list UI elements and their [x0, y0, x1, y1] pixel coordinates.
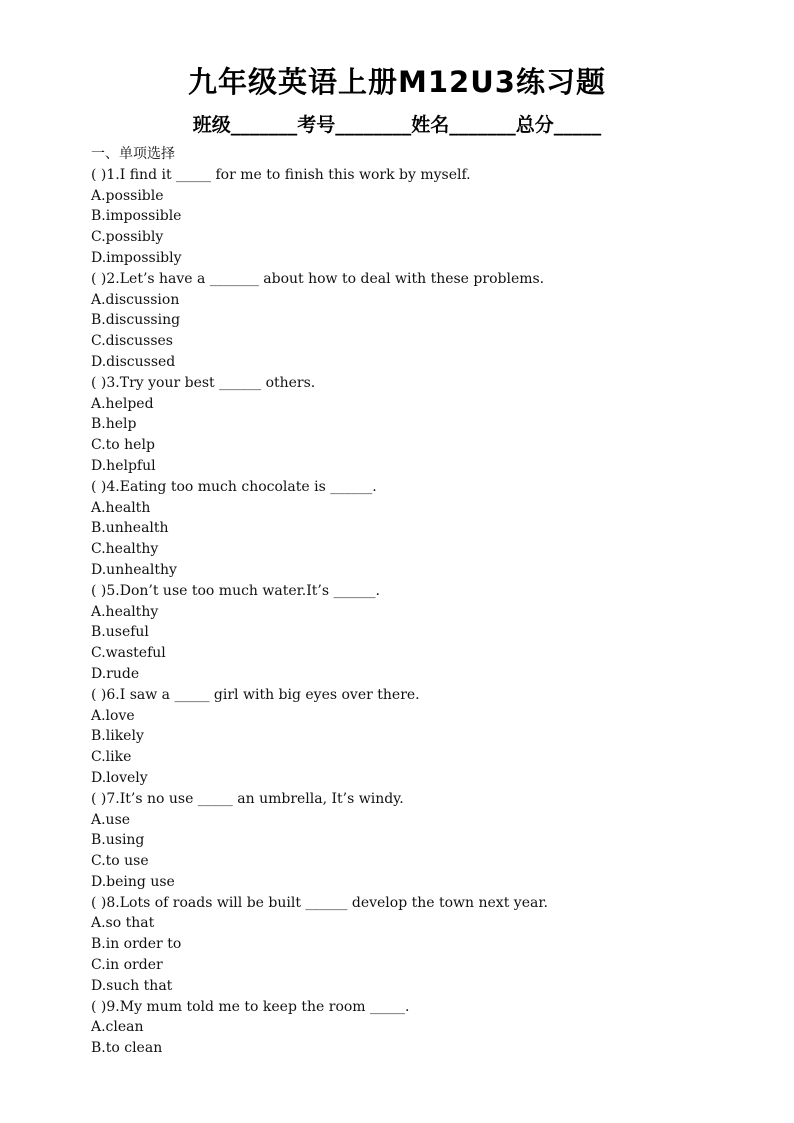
answer-option: A.love	[91, 707, 135, 724]
question-stem: ( )5.Don’t use too much water.It’s ______.	[91, 582, 380, 599]
answer-option: A.discussion	[91, 291, 180, 308]
answer-option: B.in order to	[91, 936, 182, 953]
answer-option: D.discussed	[91, 353, 176, 370]
question-stem: ( )8.Lots of roads will be built ______ develop the town next year.	[91, 894, 548, 911]
answer-option: C.to use	[91, 853, 149, 870]
answer-option: D.impossibly	[91, 249, 182, 266]
page-title: 九年级英语上册M12U3练习题	[188, 65, 606, 99]
answer-option: D.lovely	[91, 769, 148, 786]
question-item	[91, 997, 771, 1059]
answer-option: C.to help	[91, 437, 155, 454]
question-stem: ( )3.Try your best ______ others.	[91, 374, 316, 391]
question-stem: ( )4.Eating too much chocolate is ______.	[91, 478, 377, 495]
question-item	[91, 893, 771, 997]
answer-option: A.so that	[91, 915, 155, 932]
question-item	[91, 373, 771, 477]
answer-option: B.discussing	[91, 312, 181, 329]
answer-option: C.healthy	[91, 541, 159, 558]
question-stem: ( )1.I find it _____ for me to finish this work by myself.	[91, 166, 471, 183]
question-list	[91, 165, 771, 1059]
answer-option: D.being use	[91, 873, 175, 890]
answer-option: D.unhealthy	[91, 561, 177, 578]
answer-option: A.health	[91, 499, 151, 516]
answer-option: C.like	[91, 749, 132, 766]
answer-option: B.impossible	[91, 208, 182, 225]
answer-option: C.in order	[91, 957, 163, 974]
answer-option: B.unhealth	[91, 520, 169, 537]
section-title: 一、单项选择	[91, 146, 175, 162]
answer-option: B.useful	[91, 624, 149, 641]
answer-option: A.possible	[91, 187, 164, 204]
answer-option: A.healthy	[91, 603, 159, 620]
answer-option: C.wasteful	[91, 645, 166, 662]
answer-option: A.use	[91, 811, 131, 828]
answer-option: B.using	[91, 832, 145, 849]
answer-option: A.helped	[91, 395, 154, 412]
answer-option: B.likely	[91, 728, 144, 745]
answer-option: B.to clean	[91, 1040, 163, 1057]
question-item	[91, 581, 771, 685]
answer-option: C.discusses	[91, 333, 173, 350]
question-stem: ( )9.My mum told me to keep the room _____.	[91, 998, 410, 1015]
question-section	[91, 144, 771, 1059]
question-stem: ( )6.I saw a _____ girl with big eyes over there.	[91, 686, 420, 703]
answer-option: B.help	[91, 416, 137, 433]
answer-option: A.clean	[91, 1019, 144, 1036]
answer-option: C.possibly	[91, 229, 164, 246]
student-info-line: 班级_______考号________姓名_______总分_____	[192, 114, 602, 136]
answer-option: D.helpful	[91, 457, 156, 474]
question-item	[91, 685, 771, 789]
question-item	[91, 477, 771, 581]
question-item	[91, 789, 771, 893]
answer-option: D.rude	[91, 665, 140, 682]
question-stem: ( )7.It’s no use _____ an umbrella, It’s windy.	[91, 790, 404, 807]
question-item	[91, 165, 771, 269]
answer-option: D.such that	[91, 977, 173, 994]
question-item	[91, 269, 771, 373]
question-stem: ( )2.Let’s have a _______ about how to deal with these problems.	[91, 270, 545, 287]
